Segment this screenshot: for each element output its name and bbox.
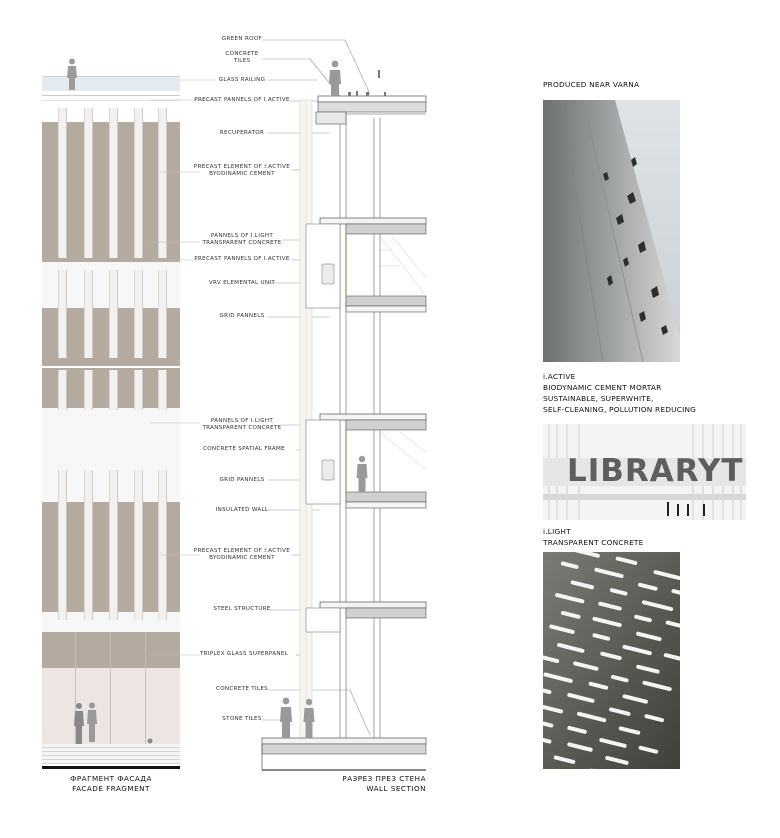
label-steel-structure: STEEL STRUCTURE — [213, 606, 271, 612]
photo-library-sign — [543, 424, 746, 520]
label-insulated-wall: INSULATED WALL — [215, 507, 269, 513]
label-recuperator: RECUPERATOR — [219, 130, 265, 136]
facade-caption-bg: ФРАГМЕНТ ФАСАДА — [70, 774, 152, 783]
label-triplex-glass: TRIPLEX GLASS SUPERPANEL — [199, 651, 289, 657]
label-precast-element-2: PRECAST ELEMENT OF I.ACTIVE BYODINAMIC CEMENT — [193, 548, 291, 561]
label-grid-pannels-1: GRID PANNELS — [219, 313, 265, 319]
photo-iactive-wall — [543, 100, 680, 362]
label-vrv-unit: VRV ELEMENTAL UNIT — [208, 280, 276, 286]
photo-transparent-concrete — [543, 552, 680, 769]
label-concrete-tiles-bottom: CONCRETE TILES — [215, 686, 269, 692]
iactive-title: i.ACTIVE — [543, 372, 576, 381]
section-caption-bg: РАЗРЕЗ ПРЕЗ СТЕНА — [342, 774, 426, 783]
label-concrete-tiles-top: CONCRETE TILES — [225, 51, 259, 64]
ilight-title: i.LIGHT — [543, 527, 571, 536]
iactive-line1: BIODYNAMIC CEMENT MORTAR — [543, 383, 662, 392]
label-green-roof: GREEN ROOF — [221, 36, 263, 42]
label-pannels-ilight-1: PANNELS OF I.LIGHT TRANSPARENT CONCRETE — [202, 233, 282, 246]
facade-caption-en: FACADE FRAGMENT — [72, 784, 150, 793]
label-grid-pannels-2: GRID PANNELS — [219, 477, 265, 483]
label-precast-pannels-1: PRECAST PANNELS OF I.ACTIVE — [194, 97, 290, 103]
library-sign-text: LIBRARYT — [567, 453, 744, 489]
label-concrete-spatial-frame: CONCRETE SPATIAL FRAME — [203, 446, 285, 452]
label-precast-element-1: PRECAST ELEMENT OF I.ACTIVE BYODINAMIC CEMENT — [193, 164, 291, 177]
label-precast-pannels-2: PRECAST PANNELS OF I.ACTIVE — [194, 256, 290, 262]
section-caption-en: WALL SECTION — [366, 784, 426, 793]
iactive-line2: SUSTAINABLE, SUPERWHITE, — [543, 394, 654, 403]
label-stone-tiles: STONE TILES — [222, 716, 262, 722]
iactive-line3: SELF-CLEANING, POLLUTION REDUCING — [543, 405, 697, 414]
label-glass-railing: GLASS RAILING — [218, 77, 266, 83]
produced-near-varna: PRODUCED NEAR VARNA — [543, 80, 640, 89]
label-pannels-ilight-2: PANNELS OF I.LIGHT TRANSPARENT CONCRETE — [202, 418, 282, 431]
ilight-line1: TRANSPARENT CONCRETE — [543, 538, 644, 547]
